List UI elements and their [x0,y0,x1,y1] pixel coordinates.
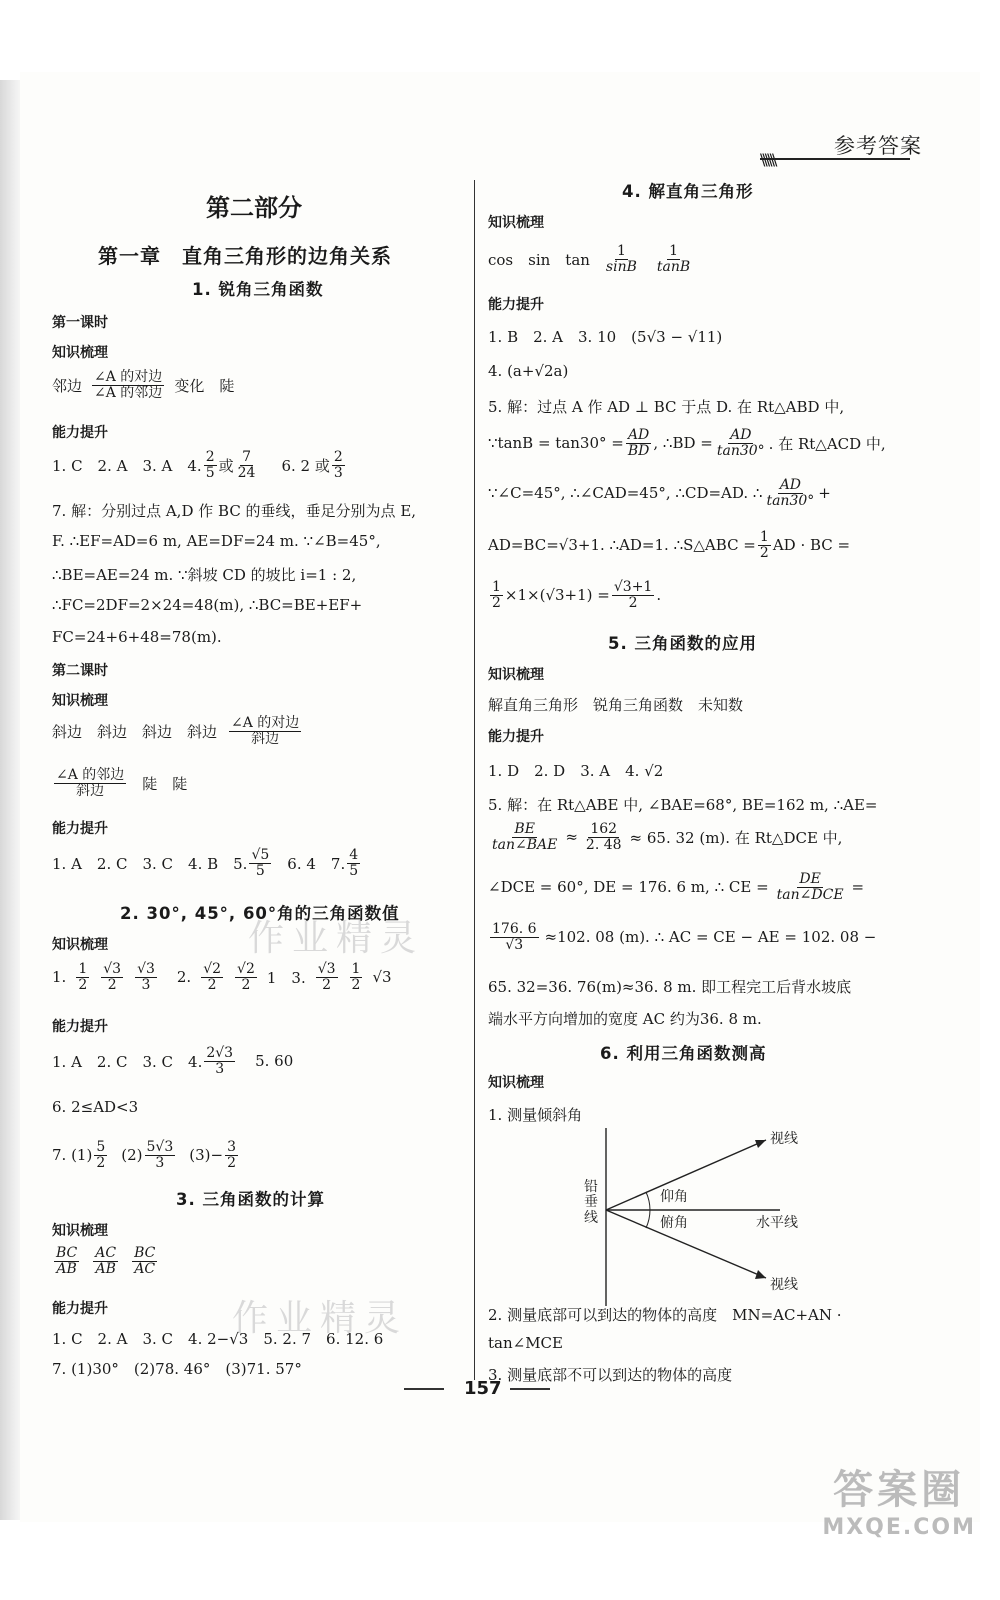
fraction: $\frac{BC}{AC}$ [134,1245,156,1277]
fraction: $\frac{7}{24}$ [237,449,256,481]
fraction: $\frac{1}{2}$ [759,529,769,561]
answer-line [52,716,303,746]
answer-line [52,370,234,400]
fraction: $\frac{\text{∠A 的对边}}{\text{斜边}}$ [231,715,300,747]
section-title: 1. 锐角三角函数 [192,280,324,299]
solution-line: F. ∴EF=AD=6 m, AE=DF=24 m. ∵∠B=45°, [52,532,381,550]
answer-text: ∠DCE = 60°, DE = 176. 6 m, ∴ CE = [488,878,769,897]
answer-text: . [656,586,662,605]
lesson-label: 第二课时 [52,663,108,679]
answer-line [52,962,392,992]
answer-text: AD=BC=√3+1. ∴AD=1. ∴S△ABC = [488,536,756,555]
fraction: $\frac{AC}{AB}$ [95,1245,117,1277]
solution-line: 端水平方向增加的宽度 AC 约为36. 8 m. [488,1010,762,1028]
answer-text: 1. C 2. A 3. A 4. [52,456,202,475]
angle-diagram [580,1128,840,1308]
solution-line [488,872,864,902]
answer-line [488,244,694,274]
solution-line [488,822,842,852]
zhishi-label: 知识梳理 [52,345,108,361]
fraction: $\frac{1}{2}$ [351,961,361,993]
fraction: $\frac{2√3}{3}$ [206,1045,234,1077]
solution-line: FC=24+6+48=78(m). [52,628,222,646]
column-divider [474,180,475,1380]
fraction: $\frac{√3}{2}$ [317,961,336,993]
fraction: $\frac{√2}{2}$ [237,961,255,993]
horizontal-label: 水平线 [756,1215,798,1231]
answer-text: 斜边 斜边 斜边 斜边 [52,722,218,741]
answer-text: 1. [52,968,67,987]
answer-text: 陡 陡 [142,774,188,793]
zhishi-label: 知识梳理 [52,937,108,953]
fraction: $\frac{2}{3}$ [333,449,343,481]
answer-text: = [851,878,865,897]
answer-text: . 在 Rt△ACD 中, [768,434,886,453]
section-title: 4. 解直角三角形 [622,182,754,201]
fraction: $\frac{AD}{BD}$ [627,427,650,459]
answer-text: , ∴BD = [653,434,713,453]
chapter-title: 第一章 直角三角形的边角关系 [98,244,392,268]
nengli-label: 能力提升 [52,1301,108,1317]
solution-line: 7. 解：分别过点 A,D 作 BC 的垂线，垂足分别为点 E, [52,502,417,520]
solution-line: 5. 解：过点 A 作 AD ⊥ BC 于点 D. 在 Rt△ABD 中, [488,398,845,416]
fraction: $\frac{AD}{\tan 30^\circ}$ [766,477,815,509]
answer-text: 或 [218,456,234,475]
nengli-label: 能力提升 [488,729,544,745]
zhishi-label: 知识梳理 [52,693,108,709]
fraction: $\frac{BE}{\text{tan∠BAE}}$ [492,821,558,853]
elevation-arc [646,1192,650,1210]
nengli-label: 能力提升 [488,297,544,313]
sight-label-top: 视线 [770,1131,798,1147]
answer-text: 2. [176,968,192,987]
fraction: $\frac{162}{2. 48}$ [585,821,622,853]
answer-line: 3. 测量底部不可以到达的物体的高度 [488,1366,733,1384]
solution-line [488,478,831,508]
answer-line: 1. B 2. A 3. 10 (5√3 − √11) [488,328,723,346]
section-title: 2. 30°, 45°, 60°角的三角函数值 [120,904,400,923]
logo-url: MXQE.COM [822,1515,976,1540]
solution-line [488,922,876,952]
page-number: 157 [464,1378,502,1399]
answer-text: ×1×(√3+1) = [504,586,610,605]
footer-deco-right [510,1388,550,1390]
sight-label-bottom: 视线 [770,1277,798,1293]
answer-line: 1. C 2. A 3. C 4. 2−√3 5. 2. 7 6. 12. 6 [52,1330,384,1348]
fraction: $\frac{2}{5}$ [205,449,215,481]
section-title: 5. 三角函数的应用 [608,634,757,653]
answer-line [52,1140,240,1170]
fraction: $\frac{DE}{\text{tan∠DCE}}$ [776,871,844,903]
answer-line [52,450,347,480]
answer-line [52,1246,159,1276]
plumb-label: 铅垂线 [584,1179,598,1226]
answer-text: (3)− [189,1146,224,1165]
fraction: $\frac{√3}{2}$ [103,961,122,993]
header-title: 参考答案 [834,134,922,158]
logo-text: 答案圈 [833,1467,966,1513]
zhishi-label: 知识梳理 [488,667,544,683]
fraction: $\frac{AD}{\tan 30^\circ}$ [716,427,765,459]
answer-text: ∵tanB = tan30° = [488,434,624,453]
answer-text: ≈102. 08 (m). ∴ AC = CE − AE = 102. 08 − [544,928,877,947]
fraction: $\frac{5}{2}$ [96,1139,106,1171]
lesson-label: 第一课时 [52,315,108,331]
section-title: 6. 利用三角函数测高 [600,1044,767,1063]
solution-line: ∴FC=2DF=2×24=48(m), ∴BC=BE+EF+ [52,596,363,614]
solution-line [488,530,850,560]
answer-text: 7. (1) [52,1146,93,1165]
watermark: 作业精灵 [248,918,425,959]
answer-line [52,1046,293,1076]
answer-text: √3 [372,968,392,987]
fraction: $\frac{BC}{AB}$ [56,1245,78,1277]
solution-line: 65. 32=36. 76(m)≈36. 8 m. 即工程完工后背水坡底 [488,978,852,996]
answer-line: 7. (1)30° (2)78. 46° (3)71. 57° [52,1360,302,1378]
nengli-label: 能力提升 [52,821,108,837]
answer-line: tan∠MCE [488,1334,563,1352]
watermark: 作业精灵 [232,1298,409,1339]
fraction: $\frac{4}{5}$ [349,847,359,879]
answer-text: 6. 2 或 [281,456,330,475]
answer-line: 解直角三角形 锐角三角函数 未知数 [488,696,744,714]
section-title: 3. 三角函数的计算 [176,1190,325,1209]
solution-line [488,428,886,458]
arrow-up-icon [755,1140,766,1148]
fraction: $\frac{\text{∠A 的对边}}{\text{∠A 的邻边}}$ [94,369,163,401]
answer-text: 1. A 2. C 3. C 4. [52,1052,203,1071]
answer-text: 6. 4 7. [287,854,346,873]
zhishi-label: 知识梳理 [488,215,544,231]
fraction: $\frac{√3+1}{2}$ [613,579,653,611]
fraction: $\frac{√2}{2}$ [203,961,222,993]
fraction: $\frac{\text{∠A 的邻边}}{\text{斜边}}$ [56,767,125,799]
arrow-down-icon [755,1270,766,1279]
answer-line: 1. 测量倾斜角 [488,1106,583,1124]
solution-line [488,580,661,610]
nengli-label: 能力提升 [52,425,108,441]
answer-line: 4. (a+√2a) [488,362,569,380]
answer-text: ≈ 65. 32 (m). 在 Rt△DCE 中, [629,828,843,847]
part-title: 第二部分 [206,194,302,222]
zhishi-label: 知识梳理 [488,1075,544,1091]
fraction: $\frac{176. 6}{√3}$ [492,921,537,953]
solution-line: 5. 解：在 Rt△ABE 中, ∠BAE=68°, BE=162 m, ∴AE= [488,796,878,814]
answer-text: + [818,484,831,503]
answer-line [52,848,362,878]
depression-label: 俯角 [660,1215,688,1231]
fraction: $\frac{√3}{3}$ [137,961,155,993]
answer-text: ≈ [565,828,578,847]
answer-text: AD · BC = [772,536,851,555]
fraction: $\frac{1}{\tan B}$ [656,243,691,275]
answer-line: 6. 2≤AD<3 [52,1098,139,1116]
footer-deco-left [404,1388,444,1390]
zhishi-label: 知识梳理 [52,1223,108,1239]
answer-line: 1. D 2. D 3. A 4. √2 [488,762,664,780]
header-rule [760,158,910,160]
answer-text: 邻边 [52,376,83,395]
answer-text: 变化 陡 [174,376,235,395]
answer-line: 2. 测量底部可以到达的物体的高度 MN=AC+AN · [488,1306,842,1324]
site-logo [822,1458,976,1540]
answer-text: (2) [121,1146,143,1165]
fraction: $\frac{3}{2}$ [227,1139,236,1171]
fraction: $\frac{5√3}{3}$ [146,1139,174,1171]
answer-text: cos sin tan [488,250,590,269]
fraction: $\frac{1}{\sin B}$ [605,243,637,275]
fraction: $\frac{1}{2}$ [78,961,88,993]
nengli-label: 能力提升 [52,1019,108,1035]
solution-line: ∴BE=AE=24 m. ∵斜坡 CD 的坡比 i=1 : 2, [52,566,357,584]
answer-text: ∵∠C=45°, ∴∠CAD=45°, ∴CD=AD. ∴ [488,484,763,503]
depression-arc [646,1210,650,1228]
fraction: $\frac{√5}{5}$ [251,847,270,879]
elevation-label: 仰角 [660,1189,688,1205]
answer-text: 1. A 2. C 3. C 4. B 5. [52,854,248,873]
answer-line [52,768,187,798]
fraction: $\frac{1}{2}$ [492,579,501,611]
answer-text: 1 3. [266,968,306,987]
answer-text: 5. 60 [255,1052,294,1071]
